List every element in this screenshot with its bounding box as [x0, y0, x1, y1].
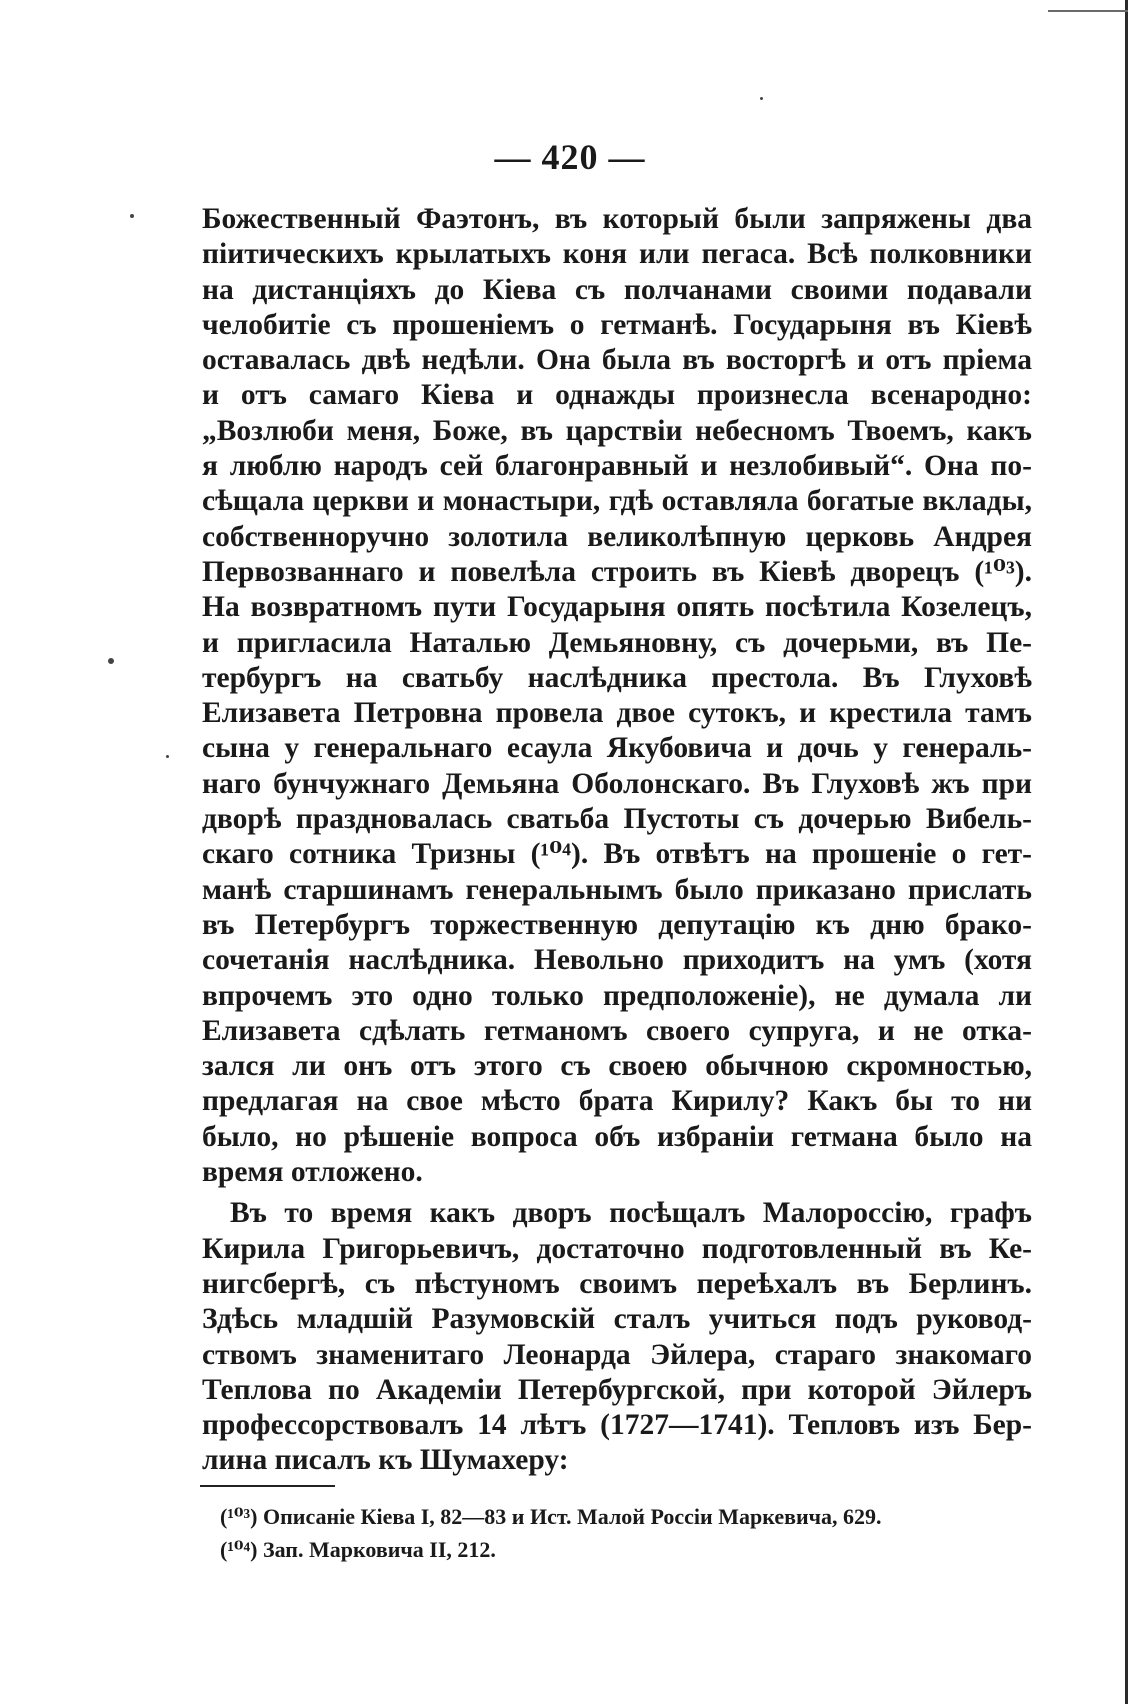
text-line: сочетанія наслѣдника. Невольно приходитъ на умъ (хотя: [202, 944, 1032, 977]
text-line: собственноручно золотила великолѣпную церковь Андрея: [202, 520, 1032, 553]
print-speck: [760, 97, 763, 100]
footnotes: [220, 1500, 980, 1566]
text-line: профессорствовалъ 14 лѣтъ (1727—1741). Тепловъ изъ Бер-: [202, 1409, 1032, 1442]
footnote-divider: [200, 1485, 335, 1487]
text-line: и отъ самаго Кіева и однажды произнесла всенародно:: [202, 379, 1032, 412]
text-line: впрочемъ это одно только предположеніе), не думала ли: [202, 979, 1032, 1012]
text-line: Елизавета Петровна провела двое сутокъ, и крестила тамъ: [202, 697, 1032, 730]
text-line: на дистанціяхъ до Кіева съ полчанами своими подавали: [202, 273, 1032, 306]
print-speck: [130, 214, 134, 218]
text-line: наго бунчужнаго Демьяна Оболонскаго. Въ Глуховѣ жъ при: [202, 767, 1032, 800]
text-line: Въ то время какъ дворъ посѣщалъ Малороссію, графъ: [230, 1197, 1032, 1230]
text-line: Теплова по Академіи Петербургской, при которой Эйлеръ: [202, 1373, 1032, 1406]
text-line: было, но рѣшеніе вопроса объ избраніи гетмана было на: [202, 1120, 1032, 1153]
footnote-104: (¹⁰⁴) Зап. Марковича II, 212.: [220, 1537, 496, 1562]
text-line: зался ли онъ отъ этого съ своею обычною скромностью,: [202, 1050, 1032, 1083]
text-line: челобитіе съ прошеніемъ о гетманѣ. Государыня въ Кіевѣ: [202, 308, 1032, 341]
text-line: оставалась двѣ недѣли. Она была въ восторгѣ и отъ пріема: [202, 344, 1032, 377]
footnote-103: (¹⁰³) Описаніе Кіева I, 82—83 и Ист. Малой Россіи Маркевича, 629.: [220, 1504, 882, 1529]
text-line: „Возлюби меня, Боже, въ царствіи небесномъ Твоемъ, какъ: [202, 414, 1032, 447]
text-line: сѣщала церкви и монастыри, гдѣ оставляла богатые вклады,: [202, 485, 1032, 518]
paragraph-2: [202, 1196, 1032, 1478]
text-line: я люблю народъ сей благонравный и незлобивый“. Она по-: [202, 450, 1032, 483]
text-line: сына у генеральнаго есаула Якубовича и дочь у генераль-: [202, 732, 1032, 765]
text-line: Божественный Фаэтонъ, въ который были запряжены два: [202, 203, 1032, 235]
text-line: нигсбергѣ, съ пѣстуномъ своимъ переѣхалъ въ Берлинъ.: [202, 1267, 1032, 1300]
print-speck: [108, 658, 114, 664]
paragraph-1: [202, 202, 1032, 1190]
text-line: предлагая на свое мѣсто брата Кирилу? Какъ бы то ни: [202, 1085, 1032, 1118]
text-line: піитическихъ крылатыхъ коня или пегаса. Всѣ полковники: [202, 238, 1032, 271]
text-line: На возвратномъ пути Государыня опять посѣтила Козелецъ,: [202, 591, 1032, 624]
text-line: манѣ старшинамъ генеральнымъ было приказано прислать: [202, 873, 1032, 906]
page-edge-top-line: [1048, 10, 1128, 12]
text-line: лина писалъ къ Шумахеру:: [202, 1444, 569, 1477]
text-line: Кирила Григорьевичъ, достаточно подготовленный въ Ке-: [202, 1232, 1032, 1265]
text-line: скаго сотника Тризны (¹⁰⁴). Въ отвѣтъ на прошеніе о гет-: [202, 838, 1032, 871]
text-line: дворѣ праздновалась сватьба Пустоты съ дочерью Вибель-: [202, 803, 1032, 836]
text-line: Первозваннаго и повелѣла строить въ Кіевѣ дворецъ (¹⁰³).: [202, 555, 1032, 588]
text-line: Здѣсь младшій Разумовскій сталъ учиться подъ руковод-: [202, 1303, 1032, 1336]
print-speck: [166, 755, 169, 758]
page-edge-line: [1125, 0, 1128, 1704]
page-number: — 420 —: [494, 137, 646, 177]
text-line: время отложено.: [202, 1156, 423, 1189]
text-line: ствомъ знаменитаго Леонарда Эйлера, стараго знакомаго: [202, 1338, 1032, 1371]
text-line: Елизавета сдѣлать гетманомъ своего супруга, и не отка-: [202, 1014, 1032, 1047]
text-line: въ Петербургъ торжественную депутацію къ дню брако-: [202, 908, 1032, 941]
text-line: тербургъ на сватьбу наслѣдника престола. Въ Глуховѣ: [202, 661, 1032, 694]
main-text: [202, 202, 1032, 1479]
text-line: и пригласила Наталью Демьяновну, съ дочерьми, въ Пе-: [202, 626, 1032, 659]
